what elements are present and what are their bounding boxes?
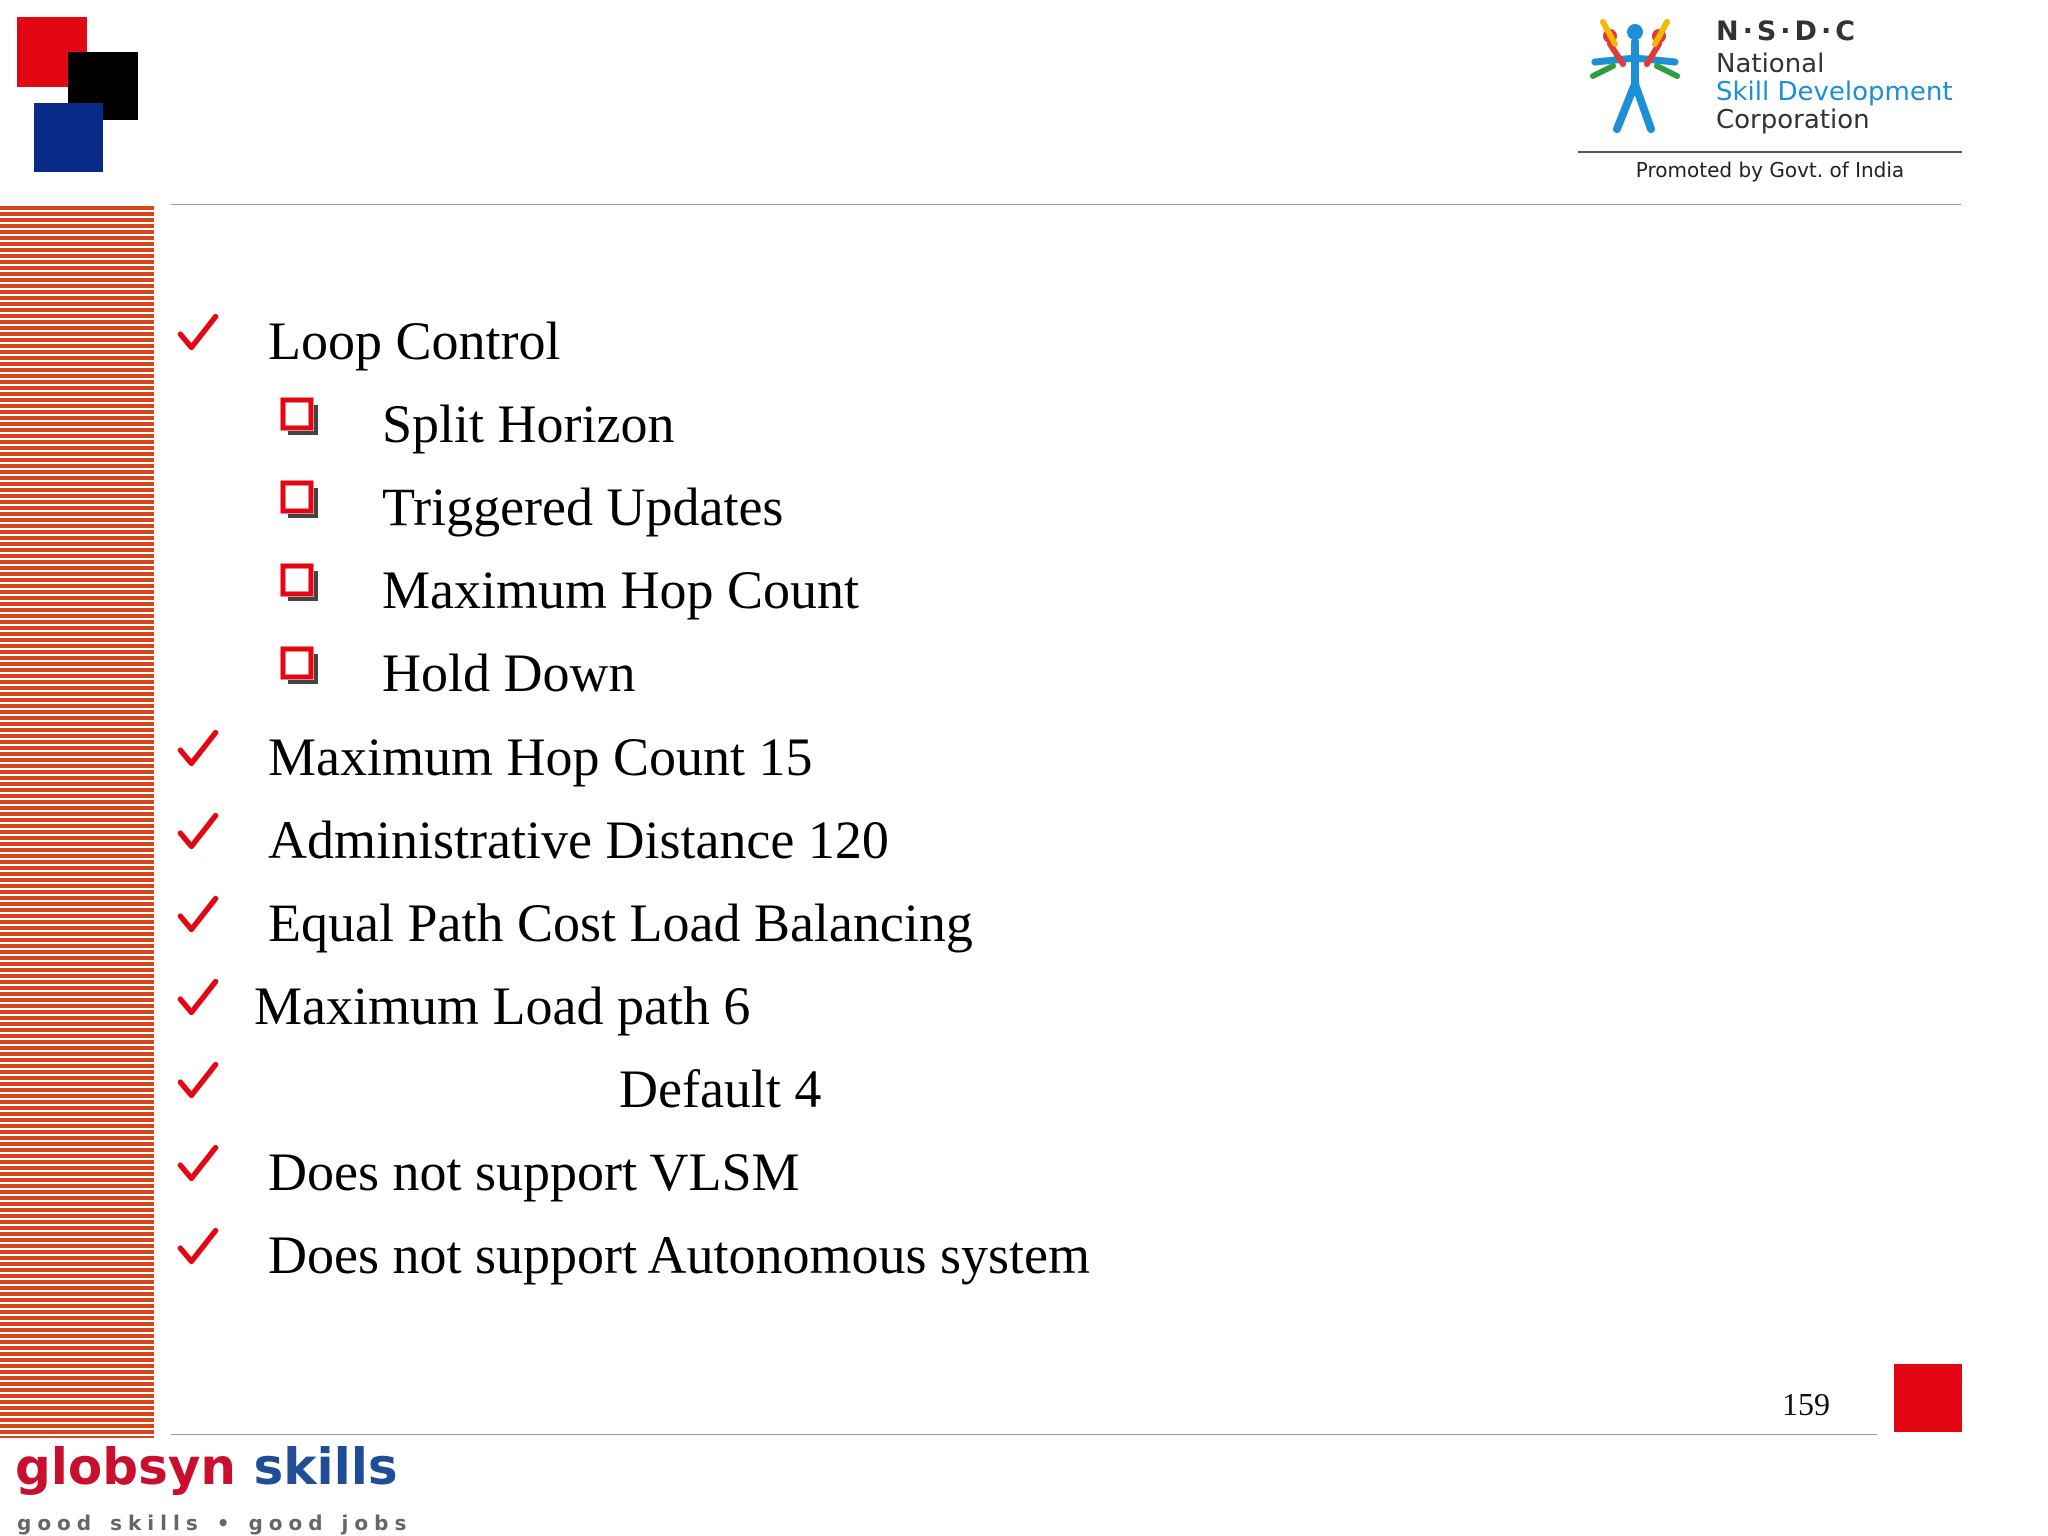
bullet-item (0, 1220, 1900, 1290)
checkmark-icon (176, 892, 220, 936)
nsdc-logo-icon (1585, 14, 1685, 134)
globsyn-brand-second: skills (253, 1438, 398, 1496)
page-number: 159 (1782, 1386, 1830, 1422)
checkmark-icon (176, 975, 220, 1019)
globsyn-logo (15, 1437, 398, 1497)
bullet-text: Maximum Hop Count 15 (268, 727, 813, 787)
bullet-item (0, 888, 1900, 958)
bullet-text: Does not support Autonomous system (268, 1225, 1091, 1285)
bullet-item (0, 971, 1900, 1041)
nsdc-name-line2: Skill Development (1716, 77, 1953, 107)
nsdc-promoted-text: Promoted by Govt. of India (1635, 158, 1905, 182)
bullet-text: Triggered Updates (382, 477, 784, 537)
bullet-text: Loop Control (268, 311, 561, 371)
globsyn-tagline: good skills • good jobs (17, 1511, 413, 1535)
bullet-text: Default 4 (619, 1059, 822, 1119)
checkbox-icon (280, 480, 320, 520)
checkmark-icon (176, 1141, 220, 1185)
checkmark-icon (176, 1224, 220, 1268)
bullet-text: Maximum Hop Count (382, 560, 860, 620)
nsdc-name-line3: Corporation (1716, 105, 1870, 135)
nsdc-name-line1: National (1716, 49, 1825, 79)
globsyn-brand-first: globsyn (15, 1438, 237, 1496)
bullet-item (0, 638, 1900, 708)
checkbox-icon (280, 563, 320, 603)
bullet-text: Administrative Distance 120 (268, 810, 889, 870)
bullet-item (0, 389, 1900, 459)
checkmark-icon (176, 310, 220, 354)
checkmark-icon (176, 809, 220, 853)
bullet-text: Does not support VLSM (268, 1142, 800, 1202)
checkbox-icon (280, 397, 320, 437)
bullet-item (0, 805, 1900, 875)
header-divider (171, 204, 1961, 205)
bullet-item (0, 472, 1900, 542)
footer-square-red (1894, 1364, 1962, 1432)
checkmark-icon (176, 1058, 220, 1102)
nsdc-rule (1578, 151, 1962, 153)
nsdc-wordmark (1716, 14, 1953, 134)
bullet-text: Hold Down (382, 643, 636, 703)
bullet-text: Equal Path Cost Load Balancing (268, 893, 973, 953)
nsdc-abbreviation: N·S·D·C (1716, 16, 1860, 47)
bullet-item (0, 1054, 1900, 1124)
bullet-item (0, 306, 1900, 376)
bullet-item (0, 1137, 1900, 1207)
corner-square-blue (34, 103, 103, 172)
checkbox-icon (280, 646, 320, 686)
bullet-item (0, 555, 1900, 625)
bullet-item (0, 722, 1900, 792)
bullet-text: Split Horizon (382, 394, 675, 454)
bullet-text: Maximum Load path 6 (254, 976, 751, 1036)
checkmark-icon (176, 726, 220, 770)
footer-divider (171, 1434, 1877, 1435)
